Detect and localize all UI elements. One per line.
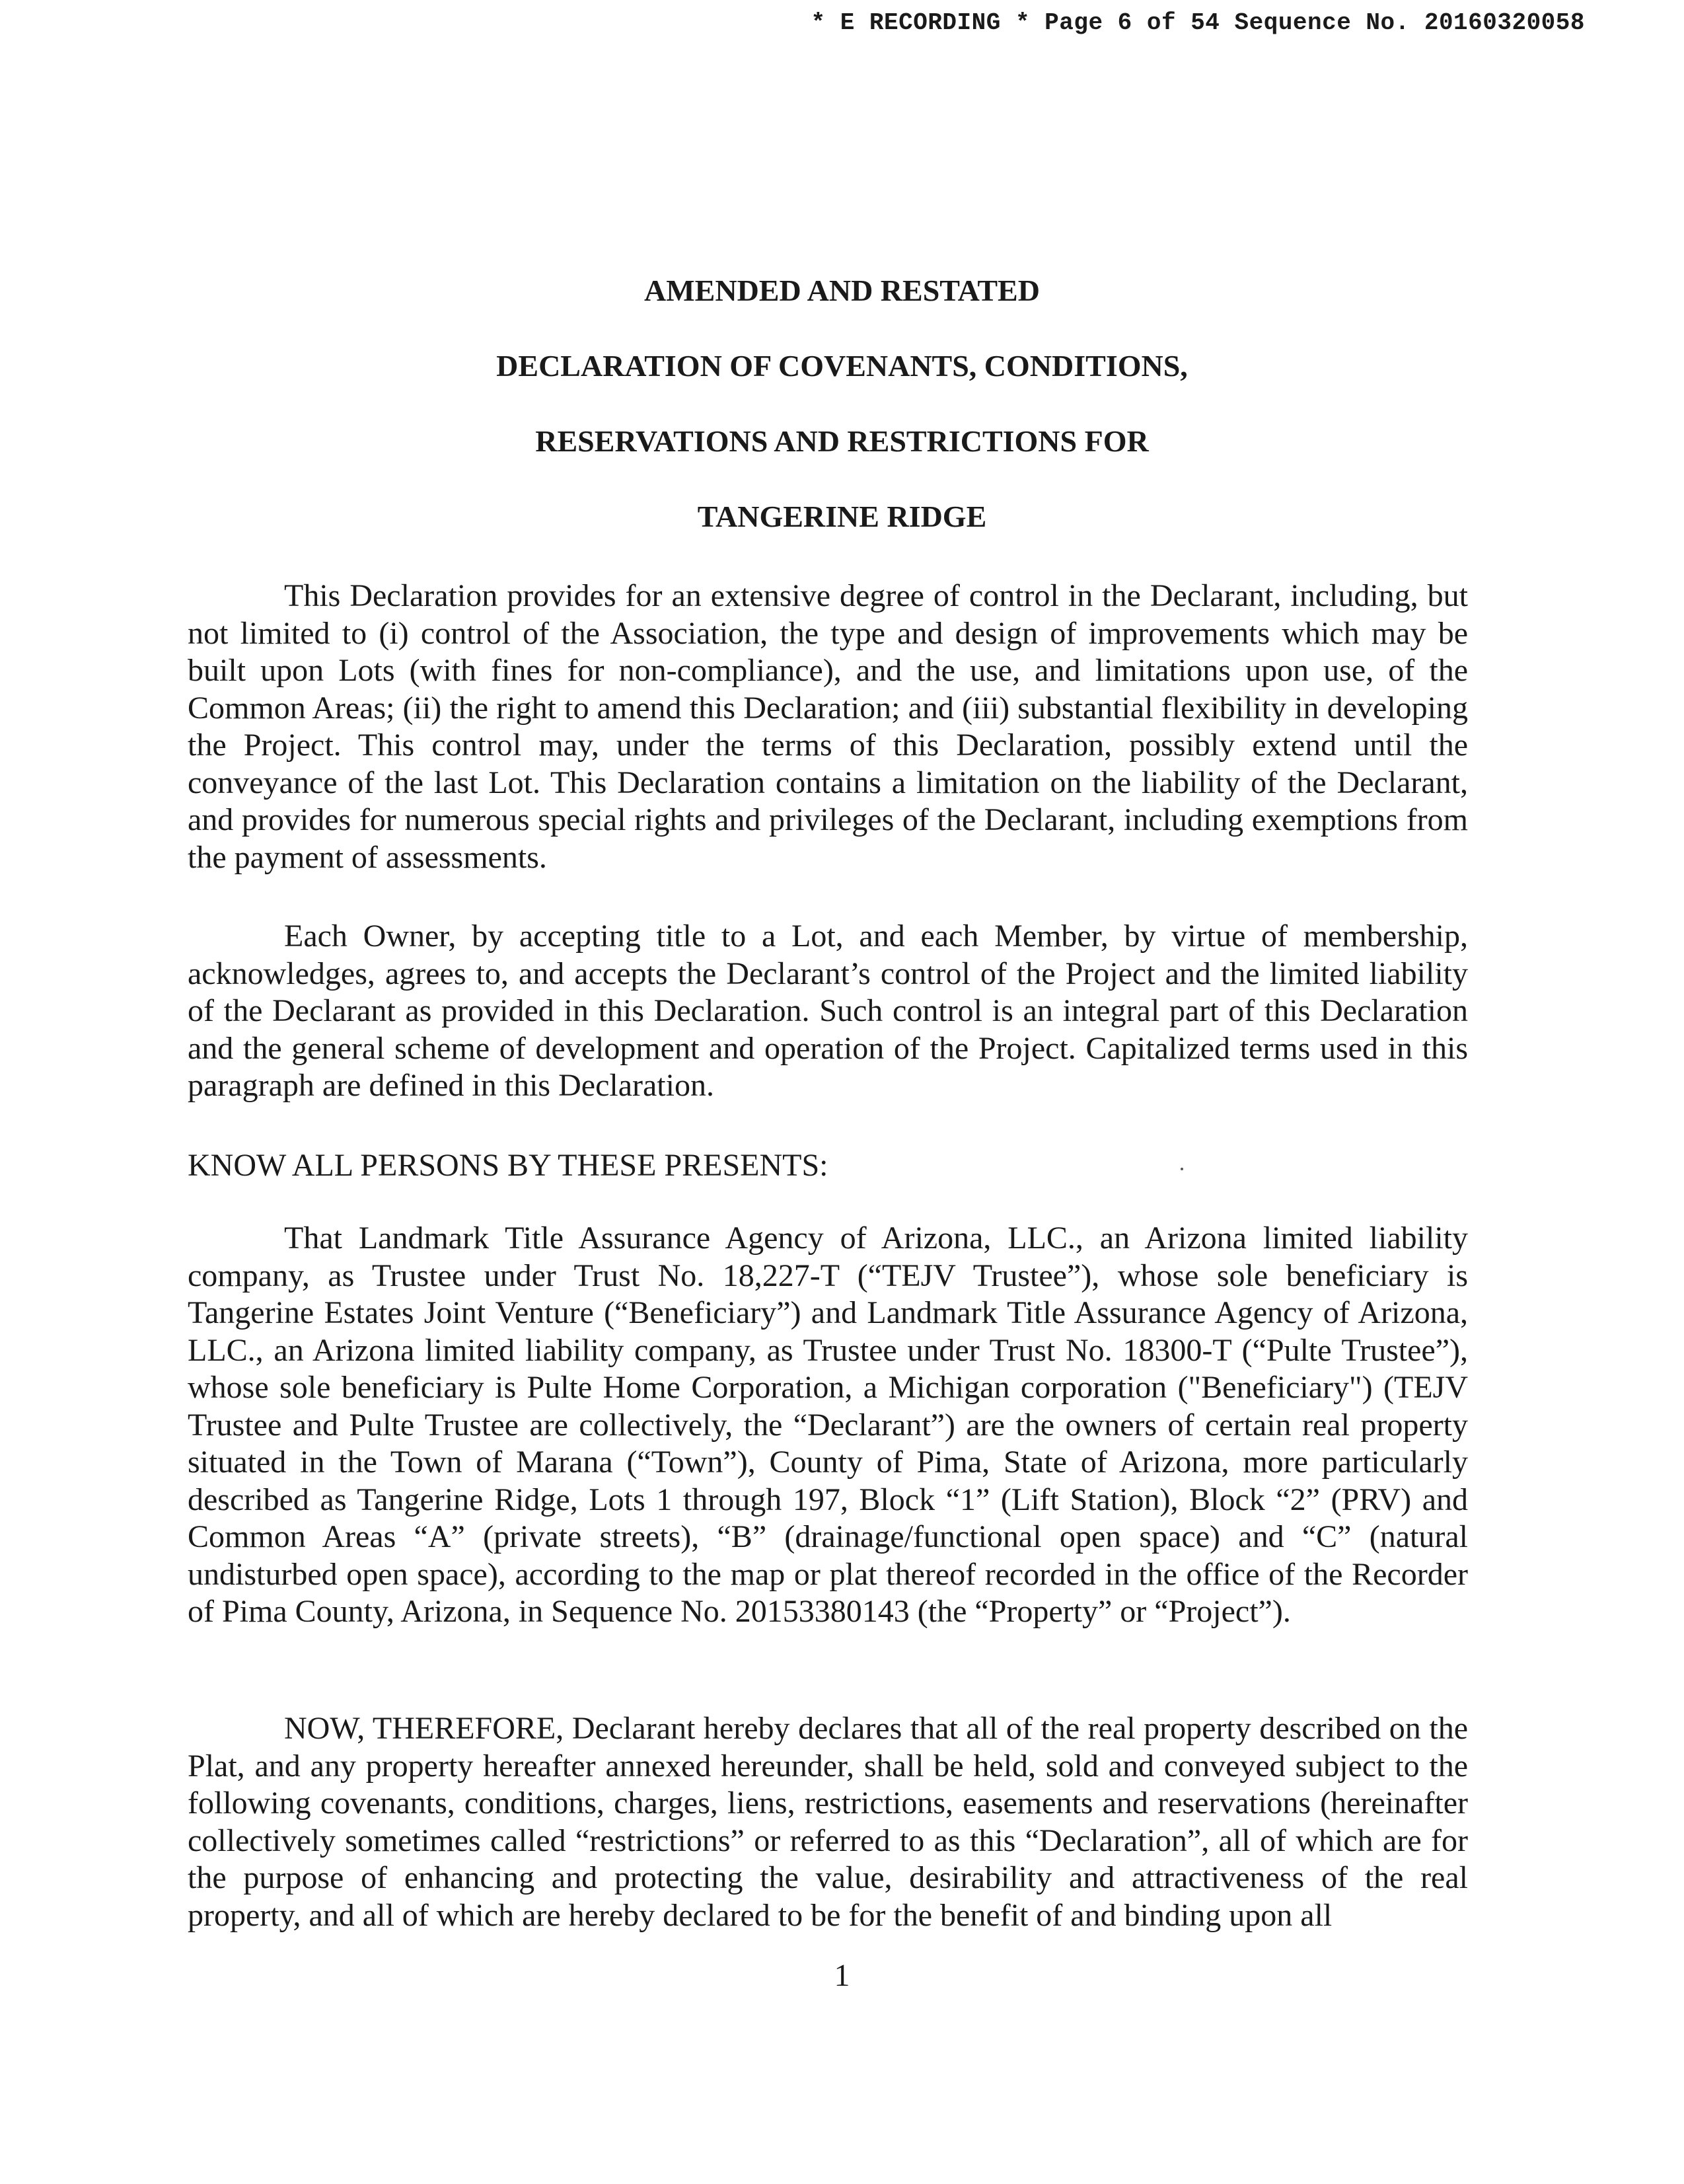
control-notice-section	[188, 578, 1468, 876]
now-therefore-section	[188, 1710, 1468, 1934]
acknowledgement-paragraph: Each Owner, by accepting title to a Lot, and each Member, by virtue of membership, acknowledges, agrees to, and accepts the Declarant’s control of the Project and the limited liability of the Declarant as provided in this Declaration. Such control is an integral part of this Declaration and the general scheme of development and operation of the Project. Capitalized terms used in this paragraph are defined in this Declaration.	[188, 919, 1468, 1103]
title-line-4: TANGERINE RIDGE	[697, 500, 987, 533]
acknowledgement-section	[188, 918, 1468, 1105]
page-number: 1	[834, 1958, 850, 1993]
document-title	[0, 271, 1684, 572]
control-notice-paragraph: This Declaration provides for an extensive degree of control in the Declarant, including, but not limited to (i) control of the Association, the type and design of improvements which may be built upon Lots (with fines for non-compliance), and the use, and limitations upon use, of the Common Areas; (ii) the right to amend this Declaration; and (iii) substantial flexibility in developing the Project. This control may, under the terms of this Declaration, possibly extend until the conveyance of the last Lot. This Declaration contains a limitation on the liability of the Declarant, and provides for numerous special rights and privileges of the Declarant, including exemptions from the payment of assessments.	[188, 578, 1468, 875]
recitals-paragraph: That Landmark Title Assurance Agency of Arizona, LLC., an Arizona limited liability company, as Trustee under Trust No. 18,227-T (“TEJV Trustee”), whose sole beneficiary is Tangerine Estates Joint Venture (“Beneficiary”) and Landmark Title Assurance Agency of Arizona, LLC., an Arizona limited liability company, as Trustee under Trust No. 18300-T (“Pulte Trustee”), whose sole beneficiary is Pulte Home Corporation, a Michigan corporation ("Beneficiary") (TEJV Trustee and Pulte Trustee are collectively, the “Declarant”) are the owners of certain real property situated in the Town of Marana (“Town”), County of Pima, State of Arizona, more particularly described as Tangerine Ridge, Lots 1 through 197, Block “1” (Lift Station), Block “2” (PRV) and Common Areas “A” (private streets), “B” (drainage/functional open space) and “C” (natural undisturbed open space), according to the map or plat thereof recorded in the office of the Recorder of Pima County, Arizona, in Sequence No. 20153380143 (the “Property” or “Project”).	[188, 1221, 1468, 1629]
title-line-3: RESERVATIONS AND RESTRICTIONS FOR	[535, 424, 1149, 458]
title-line-1: AMENDED AND RESTATED	[644, 274, 1040, 307]
recitals-section	[188, 1220, 1468, 1631]
know-all-heading: KNOW ALL PERSONS BY THESE PRESENTS:	[188, 1148, 828, 1183]
know-all-section	[188, 1147, 1468, 1185]
title-line-2: DECLARATION OF COVENANTS, CONDITIONS,	[496, 349, 1188, 383]
scan-speck	[1181, 1168, 1183, 1170]
now-therefore-paragraph: NOW, THEREFORE, Declarant hereby declares that all of the real property described on the Plat, and any property hereafter annexed hereunder, shall be held, sold and conveyed subject to the following covenants, conditions, charges, liens, restrictions, easements and reservations (hereinafter collectively sometimes called “restrictions” or referred to as this “Declaration”, all of which are for the purpose of enhancing and protecting the value, desirability and attractiveness of the real property, and all of which are hereby declared to be for the benefit of and binding upon all	[188, 1711, 1468, 1933]
recording-stamp: * E RECORDING * Page 6 of 54 Sequence No. 20160320058	[811, 9, 1585, 36]
